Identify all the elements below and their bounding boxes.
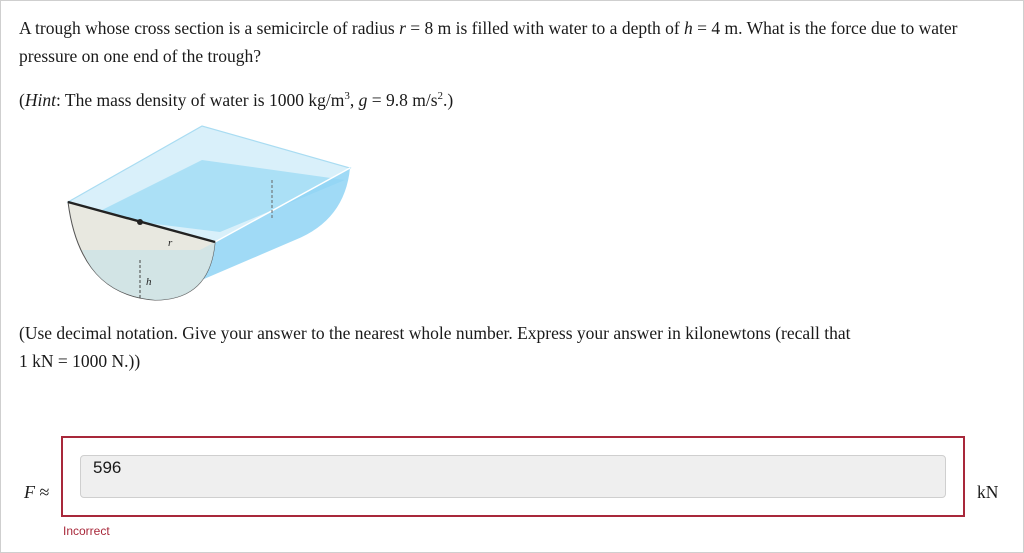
instructions-line-1: (Use decimal notation. Give your answer to the nearest whole number. Express your answer in kilonewtons (recall that (19, 323, 851, 343)
instructions-line-2: 1 kN = 1000 N.)) (19, 351, 141, 371)
trough-figure (60, 120, 360, 310)
radius-label: r (168, 237, 173, 249)
question-text: A trough whose cross section is a semicircle of radius r = 8 m is filled with water to a depth of h = 4 m. What is the force due to water pressure on one end of the trough? (19, 18, 958, 66)
center-dot (137, 219, 143, 225)
answer-input[interactable] (80, 455, 946, 498)
answer-unit: kN (977, 482, 999, 502)
answer-instructions (19, 319, 1009, 375)
front-water (82, 242, 215, 300)
answer-value: 596 (93, 458, 122, 477)
hint-text: (Hint: The mass density of water is 1000 $kg/m^3$, g = 9.8 $m/s^2$.) (19, 89, 454, 110)
trough-illustration (60, 120, 360, 310)
depth-label: h (146, 276, 152, 288)
answer-variable-label: F ≈ (24, 482, 50, 502)
incorrect-status: Incorrect (63, 524, 110, 538)
